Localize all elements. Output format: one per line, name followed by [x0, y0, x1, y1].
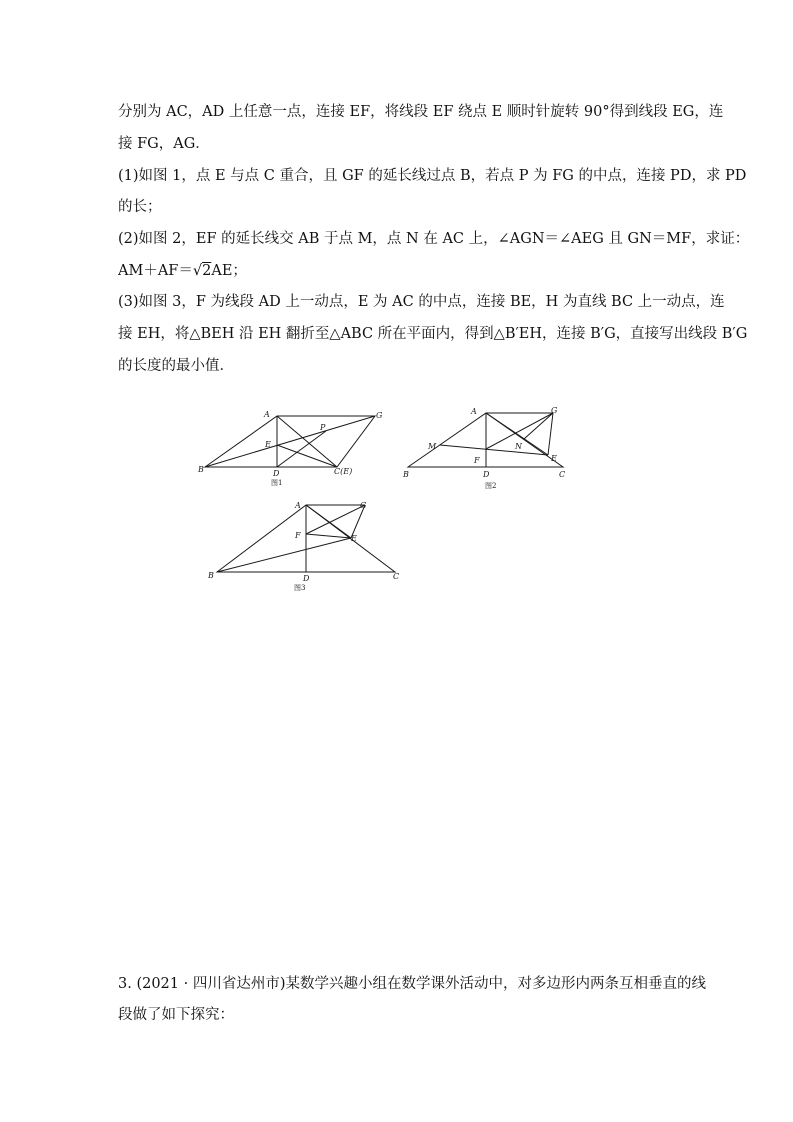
- text-line-8: 接 EH，将△BEH 沿 EH 翻折至△ABC 所在平面内，得到△B′EH，连接 B′G，直接写出线段 B′G: [118, 326, 748, 342]
- q3-line-2: 段做了如下探究：: [118, 1007, 234, 1023]
- fig1-segment-BG: [205, 416, 375, 467]
- text-line-9: 的长度的最小值．: [118, 358, 234, 374]
- fig2-label-B: B: [403, 470, 409, 479]
- fig1-label-C: C(E): [334, 467, 353, 476]
- fig1-label-E: E: [265, 440, 271, 449]
- fig3-label-E: E: [351, 534, 357, 543]
- text-line-2: 接 FG，AG．: [118, 136, 210, 152]
- figure-1: [195, 405, 383, 490]
- fig3-segment-FE: [306, 534, 351, 538]
- text-line-5: (2)如图 2，EF 的延长线交 AB 于点 M，点 N 在 AC 上，∠AGN＝∠AEG 且 GN＝MF，求证：: [118, 231, 750, 247]
- fig1-label-D: D: [273, 469, 280, 478]
- figure-2: [398, 405, 573, 490]
- fig3-label-D: D: [303, 574, 310, 583]
- fig3-segment-FG: [306, 505, 365, 534]
- text-line-6: [118, 261, 678, 281]
- fig3-label-C: C: [393, 572, 400, 581]
- fig2-label-A: A: [471, 407, 477, 416]
- fig1-label-G: G: [376, 411, 383, 420]
- fig2-label-F: F: [474, 456, 480, 465]
- fig1-segment-FC: [277, 445, 337, 467]
- fig3-label-F: F: [295, 531, 301, 540]
- fig2-label-E: E: [551, 454, 557, 463]
- text-line-4: 的长；: [118, 199, 162, 215]
- fig1-label-P: P: [320, 423, 326, 432]
- figure-3: [205, 500, 410, 595]
- fig3-segment-AE: [306, 505, 351, 538]
- text-line-1: 分别为 AC，AD 上任意一点，连接 EF，将线段 EF 绕点 E 顺时针旋转 90°得到线段 EG，连: [118, 104, 724, 120]
- text-line-7: (3)如图 3，F 为线段 AD 上一动点，E 为 AC 的中点，连接 BE，H 为直线 BC 上一动点，连: [118, 294, 725, 310]
- fig3-label-A: A: [295, 501, 301, 510]
- text-line-3: (1)如图 1，点 E 与点 C 重合，且 GF 的延长线过点 B，若点 P 为 FG 的中点，连接 PD，求 PD: [118, 168, 747, 184]
- fig2-label-N: N: [515, 442, 522, 451]
- fig2-caption: 图2: [485, 482, 497, 490]
- equation-left: AM＋AF＝: [118, 263, 193, 279]
- fig2-label-C: C: [559, 470, 566, 479]
- fig2-label-D: D: [483, 470, 490, 479]
- fig1-segment-AC: [277, 416, 337, 467]
- fig3-caption: 图3: [294, 584, 306, 592]
- fig1-label-A: A: [264, 410, 270, 419]
- fig1-label-B: B: [198, 465, 204, 474]
- sqrt-symbol: √: [192, 263, 203, 279]
- equation-right: AE；: [211, 263, 247, 279]
- fig3-label-B: B: [208, 571, 214, 580]
- fig2-label-M: M: [428, 442, 437, 451]
- fig3-segment-BE: [217, 538, 351, 572]
- fig3-label-G: G: [360, 501, 367, 510]
- q3-line-1: 3. (2021 · 四川省达州市)某数学兴趣小组在数学课外活动中，对多边形内两条互相垂直的线: [118, 976, 706, 992]
- fig2-segment-ME: [440, 445, 548, 455]
- fig2-label-G: G: [551, 406, 558, 415]
- sqrt-radicand: 2: [202, 263, 212, 279]
- fig1-caption: 图1: [271, 479, 283, 487]
- fig2-segment-GE: [548, 413, 553, 455]
